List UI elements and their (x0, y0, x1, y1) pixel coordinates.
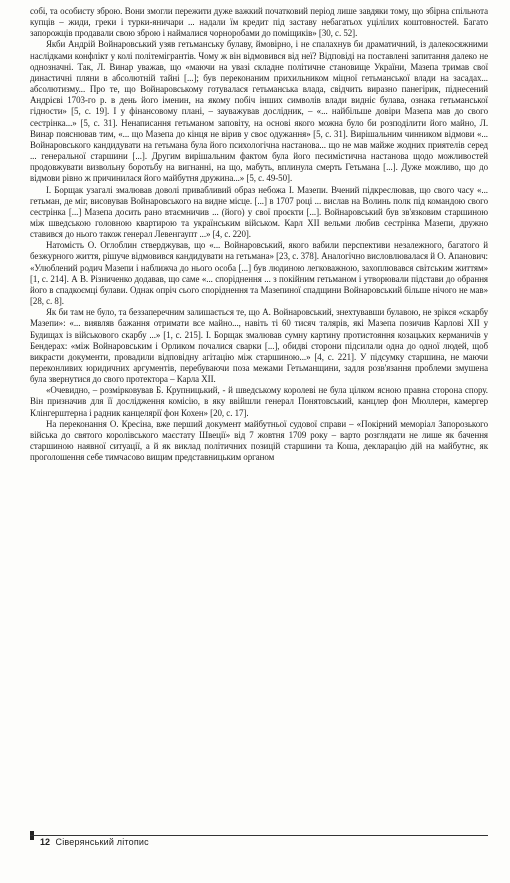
page-footer (40, 837, 149, 847)
paragraph-1: собі, та особисту зброю. Вони змогли пережити дуже важкий початковий період лише завдяки тому, що збірна спільнота купців – жиди, греки і турки-яничари ... надали їм кредит під заставу небагатьох уцілілих коштовностей. Багато запорожців продавали свою зброю і наймалися чорноробами до поміщиків» [30, с. 52]. (30, 6, 488, 39)
article-body (30, 6, 488, 463)
footer-divider (30, 835, 488, 836)
paragraph-3: І. Борщак узагалі змалював доволі привабливий образ небожа І. Мазепи. Вчений підкреслював, що свого часу «... гетьман, де міг, висовував Войнаровського на видне місце. [...] в 1707 році ... вислав на Волинь полк під командою свого сестрінка [...] Мазепа досить рано втаємничив ... (його) у свої проєкти [...]. Войнаровський був зв'язковим старшиною між шведською головною квартирою та українським військом. Карл XII вельми любив сестрінка Мазепи, дружно ставився до нього також генерал Левенгаупт ...» [4, с. 220]. (30, 184, 488, 240)
paragraph-5: Як би там не було, та беззаперечним залишається те, що А. Войнаровський, знехтувавши булавою, не зрікся «скарбу Мазепи»: «... виявляв бажання отримати все майно..., навіть ті 60 тисяч талярів, які Мазепа позичив Карлові XII у Будищах із військового скарбу ...» [1, с. 215]. І. Борщак змалював сумну картину протистояння козацьких керманичів у Бендерах: «між Войнаровським і Орликом почалися сварки [...], обидві сторони підсилали одна до одної людей, щоб викрасти документи, провадили відповідну агітацію між старшиною...» [4, с. 221]. У підсумку старшина, не маючи переконливих юридичних аргументів, перебуваючи поза межами Гетьманщини, задля розв'язання проблеми змушена була звернутися до свого протектора – Карла XII. (30, 307, 488, 385)
paragraph-7: На переконання О. Кресіна, вже перший документ майбутньої судової справи – «Покірний меморіал Запорозького війська до святого королівського маєстату Швеції» від 7 жовтня 1709 року – варто розглядати не лише як бачення старшиною наявної ситуації, а й як виклад політичних позицій старшини та Коша, декларацію дій на майбутнє, як проголошення себе тимчасово вищим представницьким органом (30, 418, 488, 463)
paragraph-6: «Очевидно, – розмірковував Б. Крупницький, - й шведському королеві не була цілком ясною правна сторона спору. Він призначив для її дослідження комісію, в яку ввійшли генерал Понятовський, канцлер фон Мюллерн, камергер Клінгерштерна і радник канцелярії фон Кохен» [20, с. 17]. (30, 385, 488, 418)
paragraph-4: Натомість О. Оглоблин стверджував, що «... Войнаровський, якого вабили перспективи незалежного, багатого й безжурного життя, рішуче відмовився кандидувати на гетьмана» [23, с. 378]. Аналогічно висловлювалася й О. Апанович: «Улюблений родич Мазепи і наближча до нього особа [...] був людиною легковажною, захоплювався світським життям» [1, с. 214]. А В. Різниченко додавав, що саме «... споріднення ... з покійним гетьманом і утворювали підстави до обрання його в спадкоємці булави. Однак опріч сього споріднення та Мазепиної спадщини Войнаровський більше нічого не мав» [28, с. 8]. (30, 240, 488, 307)
page-number: 12 (40, 837, 51, 847)
paragraph-2: Якби Андрій Войнаровський узяв гетьманську булаву, ймовірно, і не спалахнув би драматичний, із далекосяжними наслідками конфлікт у колі політемігрантів. Чому ж він відмовився від неї? Відповіді на поставлені запитання далеко не однозначні. Так, Л. Винар уважав, що «маючи на увазі складне політичне становище України, Мазепа тримав свої династичні пляни в абсолютній тайні [...]; був переконаним прихильником міцної гетьманської влади на засадах... абсолютизму... Про те, що Войнаровському готувалася гетьманська влада, свідчить виразно панегірик, піднесений Андрієві 1703-го р. в день його іменин, на якому побіч інших символів влади видніє булава, ознака гетьманської гідности» [5, с. 19]. І у фінансовому плані, – зауважував дослідник, – «... найбільше довіри Мазепа мав до свого сестрінка...» [5, с. 31]. Ненаписання гетьманом заповіту, на основі якого можна було би розподілити його майно, Л. Винар пояснював тим, «... що Мазепа до кінця не вірив у своє одужання» [5, с. 31]. Вирішальним чинником відмови «... Войнаровського кандидувати на гетьмана була його психологічна настанова... що не мав майже жодних приятелів серед ... генеральної старшини [...]. Другим вирішальним фактом була його песимістична настанова щодо можливостей продовжувати визвольну боротьбу на вигнанні, на що, мабуть, вплинула смерть Гетьмана [...]. Дуже можливо, що до відмови рівно ж причинилася його майбутня дружина...» [5, с. 49-50]. (30, 39, 488, 184)
journal-name: Сіверянський літопис (55, 837, 149, 847)
